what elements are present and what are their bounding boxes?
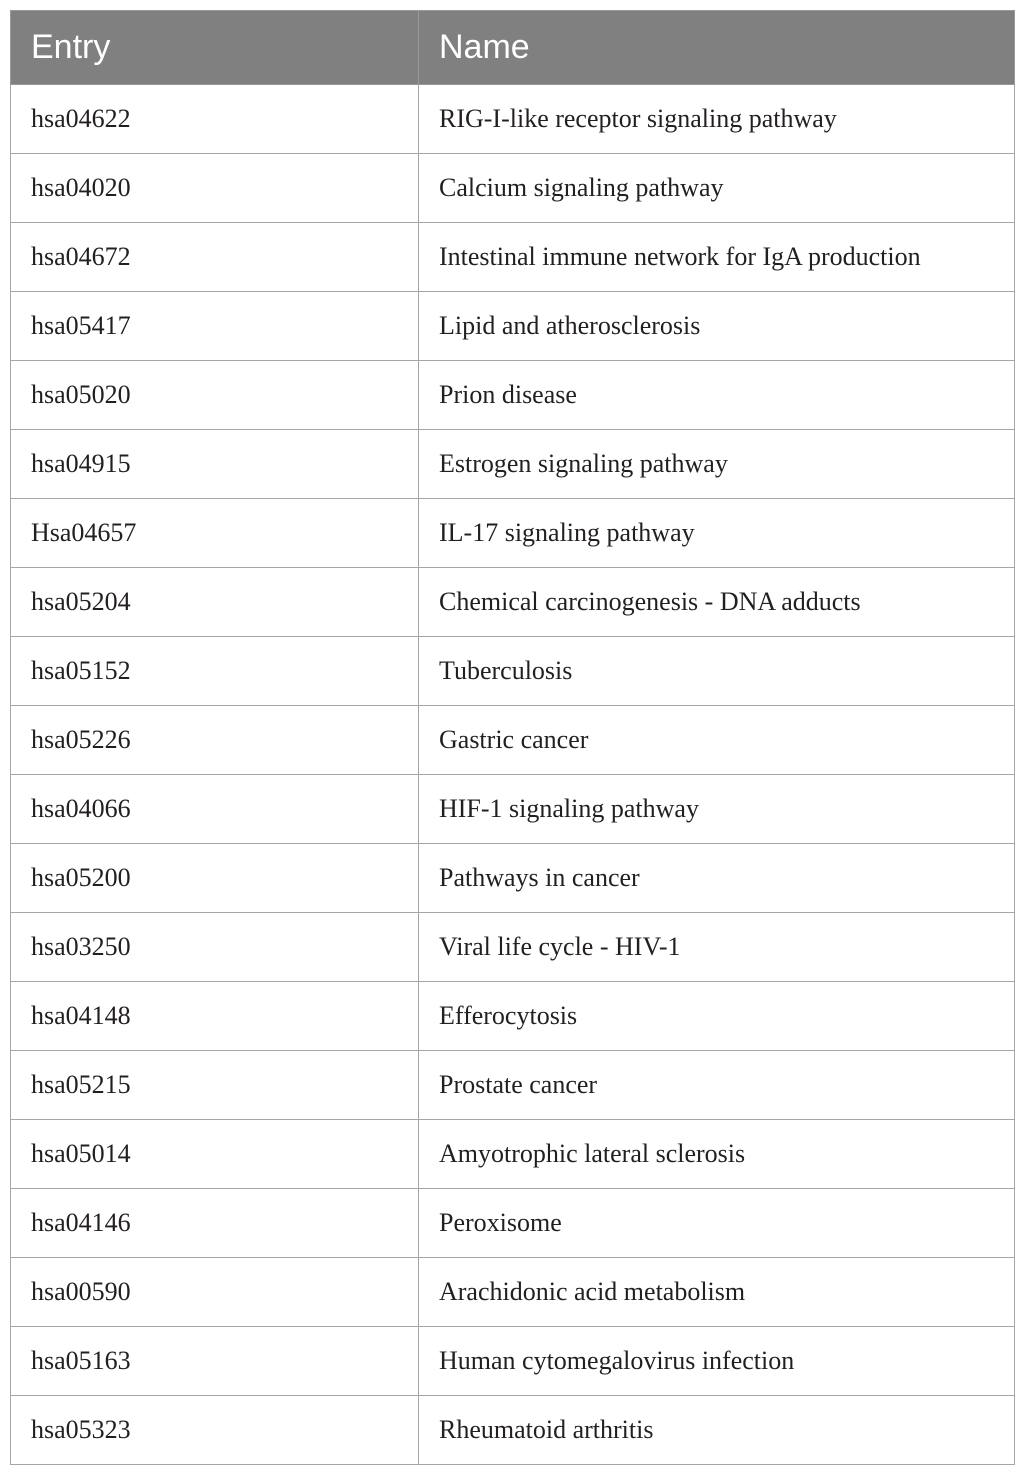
cell-entry: hsa05226 (11, 706, 419, 775)
cell-name: Chemical carcinogenesis - DNA adducts (419, 568, 1015, 637)
cell-entry: hsa05215 (11, 1051, 419, 1120)
table-row (11, 913, 1015, 982)
cell-name: Human cytomegalovirus infection (419, 1327, 1015, 1396)
table-row (11, 706, 1015, 775)
cell-entry: hsa05020 (11, 361, 419, 430)
cell-entry: hsa05417 (11, 292, 419, 361)
cell-name: Efferocytosis (419, 982, 1015, 1051)
table-row (11, 1189, 1015, 1258)
cell-entry: hsa05163 (11, 1327, 419, 1396)
table-row (11, 775, 1015, 844)
cell-name: Prion disease (419, 361, 1015, 430)
cell-entry: hsa05204 (11, 568, 419, 637)
cell-name: IL-17 signaling pathway (419, 499, 1015, 568)
table-row (11, 85, 1015, 154)
cell-entry: hsa03250 (11, 913, 419, 982)
cell-name: Arachidonic acid metabolism (419, 1258, 1015, 1327)
table-row (11, 637, 1015, 706)
cell-name: Peroxisome (419, 1189, 1015, 1258)
cell-entry: hsa04148 (11, 982, 419, 1051)
cell-entry: Hsa04657 (11, 499, 419, 568)
table-row (11, 1396, 1015, 1465)
header-row (11, 11, 1015, 85)
table-header (11, 11, 1015, 85)
cell-entry: hsa05014 (11, 1120, 419, 1189)
cell-name: Gastric cancer (419, 706, 1015, 775)
table-row (11, 1258, 1015, 1327)
table-row (11, 499, 1015, 568)
cell-name: HIF-1 signaling pathway (419, 775, 1015, 844)
table-row (11, 982, 1015, 1051)
cell-name: Tuberculosis (419, 637, 1015, 706)
header-entry: Entry (11, 11, 419, 85)
table-row (11, 292, 1015, 361)
cell-name: RIG-I-like receptor signaling pathway (419, 85, 1015, 154)
cell-entry: hsa04672 (11, 223, 419, 292)
cell-entry: hsa05152 (11, 637, 419, 706)
cell-entry: hsa05323 (11, 1396, 419, 1465)
kegg-pathway-table (10, 10, 1015, 1465)
cell-entry: hsa04622 (11, 85, 419, 154)
cell-entry: hsa05200 (11, 844, 419, 913)
cell-name: Rheumatoid arthritis (419, 1396, 1015, 1465)
table-row (11, 1051, 1015, 1120)
cell-name: Intestinal immune network for IgA production (419, 223, 1015, 292)
table-row (11, 1120, 1015, 1189)
table-row (11, 361, 1015, 430)
cell-entry: hsa00590 (11, 1258, 419, 1327)
cell-name: Pathways in cancer (419, 844, 1015, 913)
cell-entry: hsa04146 (11, 1189, 419, 1258)
cell-entry: hsa04020 (11, 154, 419, 223)
cell-name: Viral life cycle - HIV-1 (419, 913, 1015, 982)
table-row (11, 1327, 1015, 1396)
table-row (11, 568, 1015, 637)
header-name: Name (419, 11, 1015, 85)
cell-entry: hsa04066 (11, 775, 419, 844)
table-row (11, 223, 1015, 292)
cell-name: Lipid and atherosclerosis (419, 292, 1015, 361)
kegg-pathway-table-container (10, 10, 1014, 1465)
table-row (11, 430, 1015, 499)
cell-name: Estrogen signaling pathway (419, 430, 1015, 499)
cell-entry: hsa04915 (11, 430, 419, 499)
table-row (11, 154, 1015, 223)
cell-name: Calcium signaling pathway (419, 154, 1015, 223)
table-row (11, 844, 1015, 913)
cell-name: Prostate cancer (419, 1051, 1015, 1120)
table-body (11, 85, 1015, 1465)
cell-name: Amyotrophic lateral sclerosis (419, 1120, 1015, 1189)
